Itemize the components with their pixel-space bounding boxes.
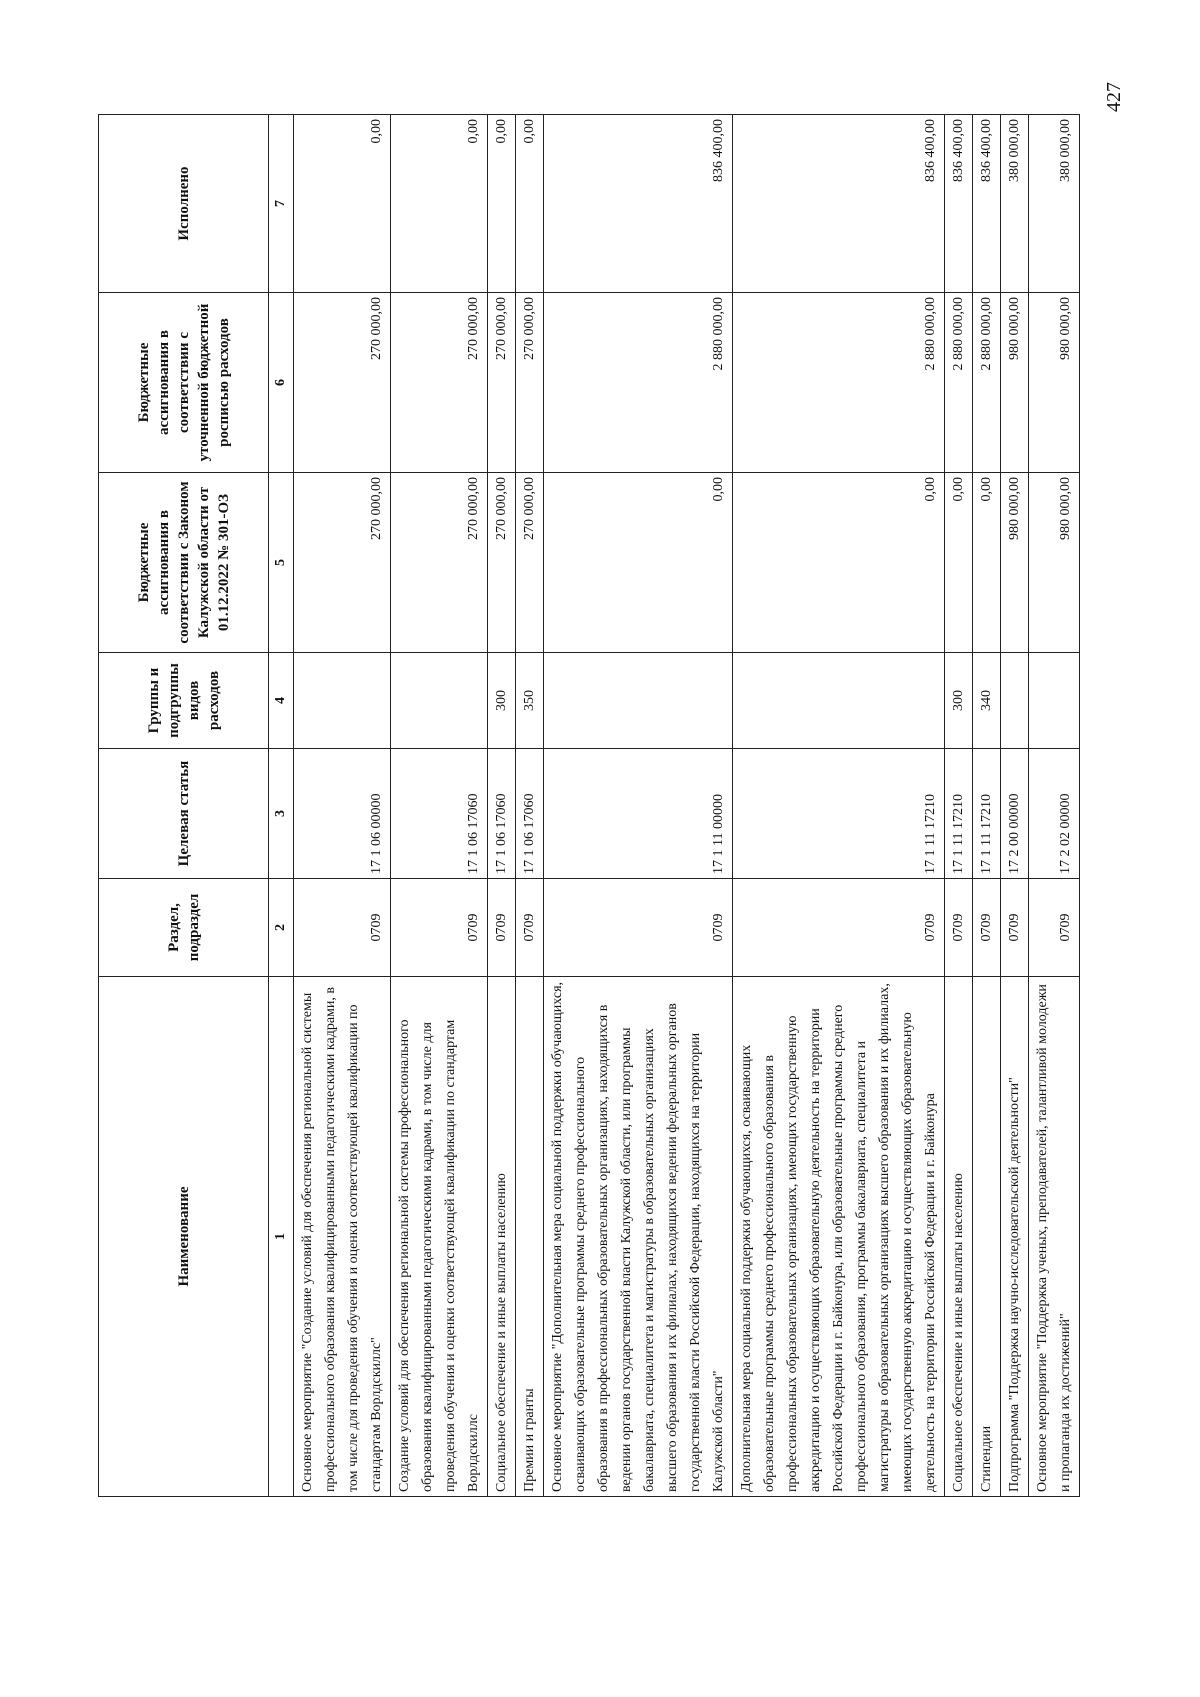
row-plan-amount: 270 000,00 [294,293,391,473]
row-plan-amount: 2 880 000,00 [733,293,945,473]
row-target: 17 1 06 00000 [294,749,391,879]
row-law-amount: 0,00 [733,473,945,653]
row-name: Основное мероприятие "Поддержка ученых, преподавателей, талантливой молодежи и пропаганда их достижений" [1029,977,1080,1497]
row-section: 0709 [973,879,1001,977]
col-number: 2 [269,879,294,977]
row-done-amount: 380 000,00 [1001,115,1029,293]
row-plan-amount: 2 880 000,00 [973,293,1001,473]
col-number: 6 [269,293,294,473]
row-name: Основное мероприятие "Создание условий для обеспечения региональной системы профессионального образования квалифицированными педагогическими кадрами, в том числе для проведения обучения и оценки соответствующей квалификации по стандартам Ворлдскиллс" [294,977,391,1497]
row-done-amount: 836 400,00 [544,115,733,293]
row-done-amount: 0,00 [516,115,544,293]
row-group: 350 [516,653,544,749]
table-body [294,115,1080,1497]
col-header-section: Раздел, подраздел [99,879,269,977]
row-done-amount: 836 400,00 [733,115,945,293]
col-header-plan: Бюджетные ассигнования в соответствии с уточненной бюджетной росписью расходов [99,293,269,473]
budget-table [98,114,1080,1497]
col-header-law: Бюджетные ассигнования в соответствии с Законом Калужской области от 01.12.2022 № 301-ОЗ [99,473,269,653]
row-plan-amount: 270 000,00 [488,293,516,473]
table-row [973,115,1001,1497]
row-target: 17 2 02 00000 [1029,749,1080,879]
row-group: 300 [945,653,973,749]
row-name: Создание условий для обеспечения региональной системы профессионального образования квалифицированными педагогическими кадрами, в том числе для проведения обучения и оценки соответствующей квалификации по стандартам Ворлдскиллс [391,977,488,1497]
row-name: Подпрограмма "Поддержка научно-исследовательской деятельности" [1001,977,1029,1497]
row-name: Премии и гранты [516,977,544,1497]
row-law-amount: 980 000,00 [1029,473,1080,653]
row-target: 17 1 06 17060 [391,749,488,879]
row-name: Социальное обеспечение и иные выплаты населению [488,977,516,1497]
row-law-amount: 270 000,00 [294,473,391,653]
row-section: 0709 [391,879,488,977]
col-number: 7 [269,115,294,293]
table-row [488,115,516,1497]
row-section: 0709 [1029,879,1080,977]
row-section: 0709 [733,879,945,977]
row-target: 17 1 11 17210 [973,749,1001,879]
col-header-group: Группы и подгруппы видов расходов [99,653,269,749]
row-target: 17 1 06 17060 [488,749,516,879]
table-row [1029,115,1080,1497]
row-done-amount: 836 400,00 [945,115,973,293]
row-name: Стипендии [973,977,1001,1497]
row-law-amount: 270 000,00 [516,473,544,653]
row-plan-amount: 980 000,00 [1029,293,1080,473]
row-group [1001,653,1029,749]
row-law-amount: 270 000,00 [391,473,488,653]
table-row [516,115,544,1497]
row-done-amount: 0,00 [488,115,516,293]
page-number: 427 [1103,82,1125,112]
row-section: 0709 [1001,879,1029,977]
table-row [1001,115,1029,1497]
row-group [391,653,488,749]
row-target: 17 1 11 17210 [945,749,973,879]
col-header-target: Целевая статья [99,749,269,879]
row-group [294,653,391,749]
row-done-amount: 836 400,00 [973,115,1001,293]
row-group [733,653,945,749]
row-law-amount: 270 000,00 [488,473,516,653]
col-number: 3 [269,749,294,879]
row-plan-amount: 270 000,00 [391,293,488,473]
row-target: 17 1 11 00000 [544,749,733,879]
table-row [733,115,945,1497]
row-law-amount: 0,00 [544,473,733,653]
table-row [391,115,488,1497]
col-number: 1 [269,977,294,1497]
row-target: 17 1 06 17060 [516,749,544,879]
col-header-done: Исполнено [99,115,269,293]
header-row [99,115,269,1497]
row-done-amount: 380 000,00 [1029,115,1080,293]
row-section: 0709 [294,879,391,977]
row-group [544,653,733,749]
row-law-amount: 0,00 [973,473,1001,653]
row-law-amount: 980 000,00 [1001,473,1029,653]
col-header-name: Наименование [99,977,269,1497]
table-row [945,115,973,1497]
row-done-amount: 0,00 [294,115,391,293]
row-group: 300 [488,653,516,749]
row-plan-amount: 980 000,00 [1001,293,1029,473]
row-name: Дополнительная мера социальной поддержки обучающихся, осваивающих образовательные программы среднего профессионального образования в профессиональных образовательных организациях, имеющих государственную аккредитацию и осуществляющих образовательную деятельность на территории Российской Федерации и г. Байконура, или образовательные программы среднего профессионального образования, программы бакалавриата, специалитета и магистратуры в образовательных организациях высшего образования и их филиалах, имеющих государственную аккредитацию и осуществляющих образовательную деятельность на территории Российской Федерации и г. Байконура [733,977,945,1497]
row-target: 17 1 11 17210 [733,749,945,879]
column-number-row [269,115,294,1497]
col-number: 4 [269,653,294,749]
row-name: Основное мероприятие "Дополнительная мера социальной поддержки обучающихся, осваивающих образовательные программы среднего профессионального образования в профессиональных образовательных организациях, находящихся в ведении органов государственной власти Калужской области, или программы бакалавриата, специалитета и магистратуры в образовательных организациях высшего образования и их филиалах, находящихся ведении федеральных органов государственной власти Российской Федерации, находящихся на территории Калужской области" [544,977,733,1497]
row-target: 17 2 00 00000 [1001,749,1029,879]
row-group: 340 [973,653,1001,749]
row-law-amount: 0,00 [945,473,973,653]
table-row [544,115,733,1497]
row-plan-amount: 2 880 000,00 [945,293,973,473]
row-plan-amount: 270 000,00 [516,293,544,473]
row-name: Социальное обеспечение и иные выплаты населению [945,977,973,1497]
row-done-amount: 0,00 [391,115,488,293]
col-number: 5 [269,473,294,653]
row-section: 0709 [516,879,544,977]
row-section: 0709 [945,879,973,977]
row-section: 0709 [488,879,516,977]
row-section: 0709 [544,879,733,977]
table-row [294,115,391,1497]
row-group [1029,653,1080,749]
row-plan-amount: 2 880 000,00 [544,293,733,473]
